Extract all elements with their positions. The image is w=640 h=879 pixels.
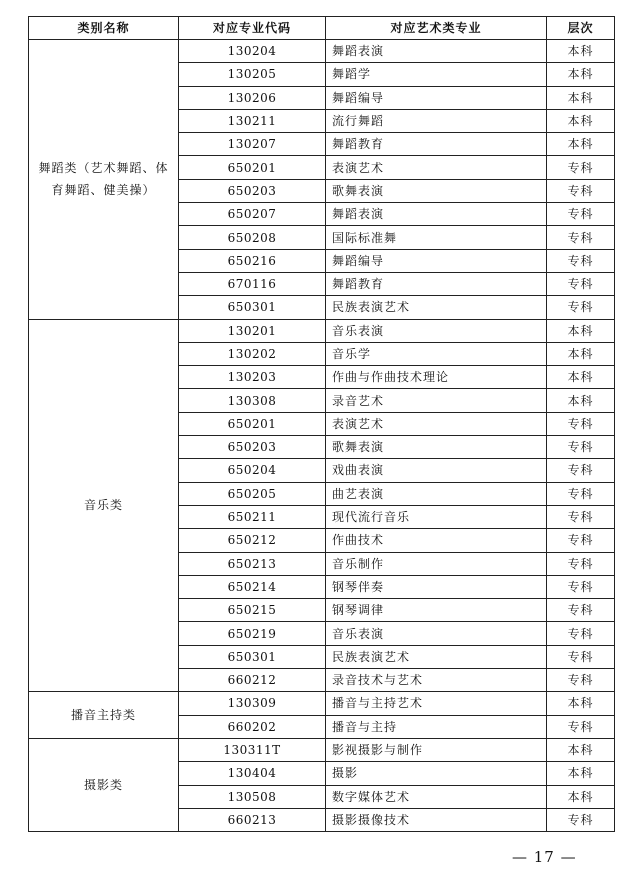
level-cell: 本科 [547, 342, 615, 365]
code-cell: 650204 [179, 459, 326, 482]
header-row [29, 17, 615, 40]
level-cell: 专科 [547, 669, 615, 692]
code-cell: 650211 [179, 505, 326, 528]
level-cell: 专科 [547, 412, 615, 435]
major-cell: 表演艺术 [326, 156, 547, 179]
code-cell: 130309 [179, 692, 326, 715]
code-cell: 660212 [179, 669, 326, 692]
major-cell: 音乐表演 [326, 622, 547, 645]
level-cell: 专科 [547, 715, 615, 738]
level-cell: 本科 [547, 319, 615, 342]
code-cell: 130311T [179, 738, 326, 761]
major-cell: 歌舞表演 [326, 436, 547, 459]
major-cell: 播音与主持 [326, 715, 547, 738]
level-cell: 专科 [547, 808, 615, 831]
major-cell: 录音艺术 [326, 389, 547, 412]
major-cell: 国际标准舞 [326, 226, 547, 249]
table-row [29, 738, 615, 761]
code-cell: 650214 [179, 575, 326, 598]
category-cell: 摄影类 [29, 738, 179, 831]
major-cell: 影视摄影与制作 [326, 738, 547, 761]
level-cell: 本科 [547, 86, 615, 109]
code-cell: 660202 [179, 715, 326, 738]
major-cell: 舞蹈编导 [326, 249, 547, 272]
level-cell: 本科 [547, 389, 615, 412]
code-cell: 650205 [179, 482, 326, 505]
code-cell: 660213 [179, 808, 326, 831]
table-row [29, 40, 615, 63]
code-cell: 650201 [179, 412, 326, 435]
code-cell: 650208 [179, 226, 326, 249]
major-cell: 现代流行音乐 [326, 505, 547, 528]
level-cell: 专科 [547, 156, 615, 179]
level-cell: 本科 [547, 366, 615, 389]
level-cell: 专科 [547, 482, 615, 505]
code-cell: 650203 [179, 436, 326, 459]
level-cell: 专科 [547, 645, 615, 668]
level-cell: 本科 [547, 63, 615, 86]
code-cell: 130211 [179, 109, 326, 132]
level-cell: 专科 [547, 179, 615, 202]
major-cell: 播音与主持艺术 [326, 692, 547, 715]
level-cell: 本科 [547, 738, 615, 761]
major-cell: 音乐表演 [326, 319, 547, 342]
major-cell: 录音技术与艺术 [326, 669, 547, 692]
header-category: 类别名称 [29, 17, 179, 40]
code-cell: 650203 [179, 179, 326, 202]
major-cell: 钢琴调律 [326, 599, 547, 622]
category-cell: 播音主持类 [29, 692, 179, 739]
code-cell: 650213 [179, 552, 326, 575]
level-cell: 专科 [547, 203, 615, 226]
code-cell: 650215 [179, 599, 326, 622]
majors-table [28, 16, 615, 832]
code-cell: 130206 [179, 86, 326, 109]
level-cell: 专科 [547, 436, 615, 459]
level-cell: 专科 [547, 529, 615, 552]
major-cell: 民族表演艺术 [326, 645, 547, 668]
code-cell: 130204 [179, 40, 326, 63]
code-cell: 670116 [179, 272, 326, 295]
major-cell: 作曲技术 [326, 529, 547, 552]
major-cell: 舞蹈编导 [326, 86, 547, 109]
major-cell: 作曲与作曲技术理论 [326, 366, 547, 389]
page-number: — 17 — [512, 848, 577, 866]
major-cell: 数字媒体艺术 [326, 785, 547, 808]
level-cell: 专科 [547, 249, 615, 272]
level-cell: 专科 [547, 226, 615, 249]
header-major: 对应艺术类专业 [326, 17, 547, 40]
category-cell: 舞蹈类（艺术舞蹈、体育舞蹈、健美操） [29, 40, 179, 320]
category-cell: 音乐类 [29, 319, 179, 692]
code-cell: 650301 [179, 645, 326, 668]
major-cell: 舞蹈教育 [326, 133, 547, 156]
level-cell: 专科 [547, 575, 615, 598]
header-level: 层次 [547, 17, 615, 40]
code-cell: 650301 [179, 296, 326, 319]
level-cell: 本科 [547, 133, 615, 156]
level-cell: 专科 [547, 505, 615, 528]
major-cell: 歌舞表演 [326, 179, 547, 202]
major-cell: 摄影摄像技术 [326, 808, 547, 831]
major-cell: 摄影 [326, 762, 547, 785]
level-cell: 本科 [547, 785, 615, 808]
level-cell: 专科 [547, 622, 615, 645]
code-cell: 130201 [179, 319, 326, 342]
level-cell: 本科 [547, 109, 615, 132]
code-cell: 130207 [179, 133, 326, 156]
table-row [29, 692, 615, 715]
major-cell: 戏曲表演 [326, 459, 547, 482]
major-cell: 舞蹈学 [326, 63, 547, 86]
major-cell: 钢琴伴奏 [326, 575, 547, 598]
code-cell: 130508 [179, 785, 326, 808]
level-cell: 本科 [547, 762, 615, 785]
code-cell: 650201 [179, 156, 326, 179]
major-cell: 曲艺表演 [326, 482, 547, 505]
header-code: 对应专业代码 [179, 17, 326, 40]
major-cell: 民族表演艺术 [326, 296, 547, 319]
code-cell: 650212 [179, 529, 326, 552]
level-cell: 专科 [547, 599, 615, 622]
table-body [29, 40, 615, 832]
code-cell: 130203 [179, 366, 326, 389]
major-cell: 音乐制作 [326, 552, 547, 575]
code-cell: 130202 [179, 342, 326, 365]
level-cell: 专科 [547, 296, 615, 319]
level-cell: 本科 [547, 40, 615, 63]
major-cell: 音乐学 [326, 342, 547, 365]
code-cell: 130404 [179, 762, 326, 785]
code-cell: 130308 [179, 389, 326, 412]
level-cell: 专科 [547, 459, 615, 482]
table-row [29, 319, 615, 342]
major-cell: 舞蹈表演 [326, 40, 547, 63]
code-cell: 650207 [179, 203, 326, 226]
level-cell: 本科 [547, 692, 615, 715]
level-cell: 专科 [547, 552, 615, 575]
major-cell: 表演艺术 [326, 412, 547, 435]
code-cell: 650219 [179, 622, 326, 645]
code-cell: 130205 [179, 63, 326, 86]
major-cell: 流行舞蹈 [326, 109, 547, 132]
major-cell: 舞蹈教育 [326, 272, 547, 295]
major-cell: 舞蹈表演 [326, 203, 547, 226]
level-cell: 专科 [547, 272, 615, 295]
code-cell: 650216 [179, 249, 326, 272]
